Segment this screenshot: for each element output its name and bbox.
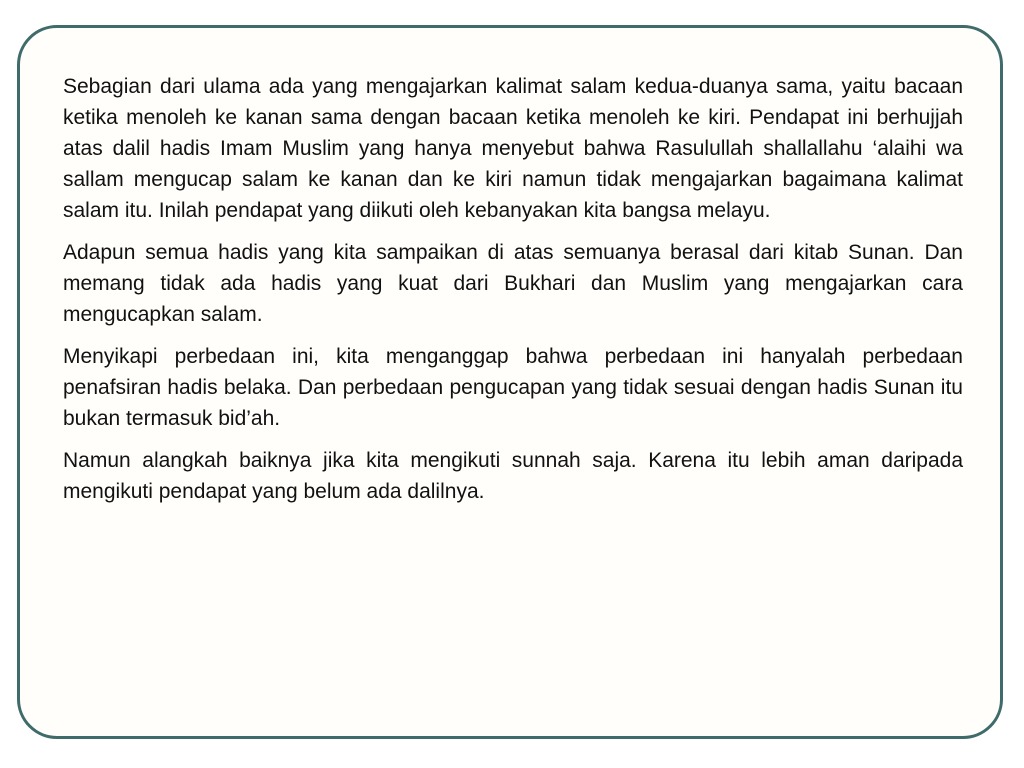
paragraph-2: Adapun semua hadis yang kita sampaikan di atas semuanya berasal dari kitab Sunan. Dan memang tidak ada hadis yang kuat dari Bukhari dan Muslim yang mengajarkan cara mengucapkan salam. <box>63 241 963 326</box>
text-body <box>63 71 963 518</box>
paragraph-1: Sebagian dari ulama ada yang mengajarkan kalimat salam kedua-duanya sama, yaitu bacaan ketika menoleh ke kanan sama dengan bacaan ketika menoleh ke kiri. Pendapat ini berhujjah atas dalil hadis Imam Muslim yang hanya menyebut bahwa Rasulullah shallallahu ‘alaihi wa sallam mengucap salam ke kanan dan ke kiri namun tidak mengajarkan bagaimana kalimat salam itu. Inilah pendapat yang diikuti oleh kebanyakan kita bangsa melayu. <box>63 75 963 222</box>
paragraph-4: Namun alangkah baiknya jika kita mengikuti sunnah saja. Karena itu lebih aman daripada mengikuti pendapat yang belum ada dalilnya. <box>63 449 963 503</box>
paragraph-3: Menyikapi perbedaan ini, kita menganggap bahwa perbedaan ini hanyalah perbedaan penafsiran hadis belaka. Dan perbedaan pengucapan yang tidak sesuai dengan hadis Sunan itu bukan termasuk bid’ah. <box>63 345 963 430</box>
